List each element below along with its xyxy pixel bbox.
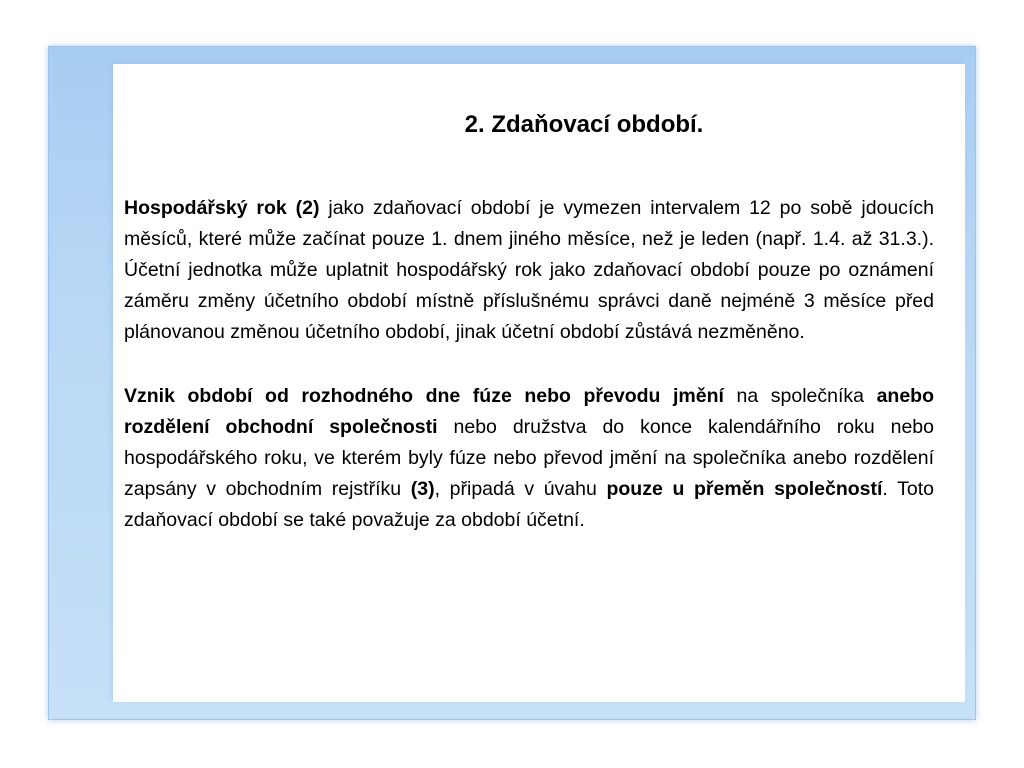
slide-frame [48,46,976,720]
paragraph-fiscal-year-lead: Hospodářský rok (2) [124,197,320,219]
paragraph-merger-text-2: nebo družstva do konce kalendářního roku nebo hospodářského roku, ve kterém byly fúze nebo převod jmění na společníka anebo rozdělení zapsány v obchodním rejstříku [124,416,934,500]
paragraph-merger-period [124,381,934,536]
paragraph-merger-text-3: , připadá v úvahu [434,478,607,500]
paragraph-merger-text-4: . Toto zdaňovací období se také považuje za období účetní. [124,478,934,531]
slide-title: 2. Zdaňovací období. [464,111,704,138]
paragraph-fiscal-year-text: jako zdaňovací období je vymezen intervalem 12 po sobě jdoucích měsíců, které může začínat pouze 1. dnem jiného měsíce, než je leden (např. 1.4. až 31.3.). Účetní jednotka může uplatnit hospodářský rok jako zdaňovací období pouze po oznámení záměru změny účetního období místně příslušnému správci daně nejméně 3 měsíce před plánovanou změnou účetního období, jinak účetní období zůstává nezměněno. [124,197,935,343]
slide-body [124,193,934,569]
paragraph-merger-bold-1: Vznik období od rozhodného dne fúze nebo převodu jmění [124,385,724,407]
paragraph-merger-text-1: na společníka [723,385,877,407]
paragraph-merger-bold-2: anebo rozdělení obchodní společnosti [124,385,935,438]
paragraph-merger-bold-3: (3) [410,478,435,500]
paragraph-fiscal-year [124,193,934,348]
paragraph-merger-bold-4: pouze u přeměn společností [606,478,883,500]
slide-content-panel [113,64,965,702]
